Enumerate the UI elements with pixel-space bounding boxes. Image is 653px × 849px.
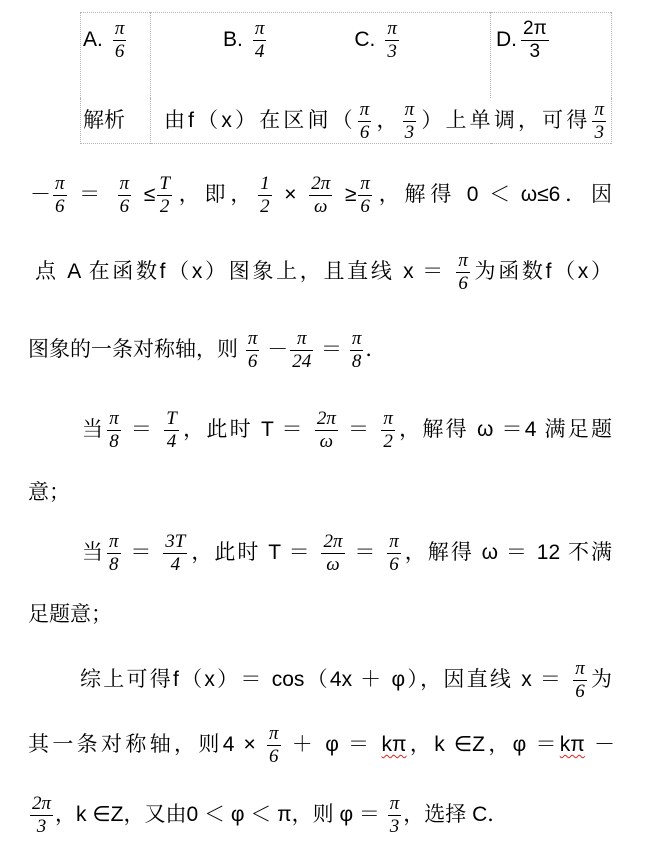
fraction-numerator: π (594, 98, 605, 120)
fraction-numerator: 2π (323, 530, 343, 552)
analysis-text (164, 98, 608, 143)
fraction-denominator: 8 (107, 430, 121, 452)
option-fraction (385, 19, 399, 62)
text-run: ． (365, 338, 387, 361)
fraction-denominator: 6 (358, 195, 372, 217)
solution-line-3 (28, 325, 608, 375)
solution-line-2 (35, 247, 612, 297)
option-d-cell (491, 13, 612, 99)
option-label: C. (354, 28, 376, 51)
spellcheck-flagged-text: kπ (559, 733, 585, 756)
fraction (358, 100, 372, 143)
option-label: B. (223, 28, 243, 51)
text-run: ＝ (122, 418, 163, 441)
text-run: 由f（x）在区间（ (164, 109, 356, 132)
options-table (80, 12, 612, 144)
fraction-denominator: 4 (164, 430, 179, 452)
fraction-numerator: π (296, 327, 307, 349)
option-c (354, 15, 401, 65)
fraction (321, 532, 344, 575)
option-bc-cell (151, 13, 491, 99)
text-run: 为 (588, 668, 612, 691)
solution-line-5 (28, 468, 608, 518)
fraction-numerator: T (159, 172, 170, 194)
fraction (258, 174, 272, 217)
fraction-denominator: 3 (385, 40, 399, 62)
fraction (290, 329, 313, 372)
fraction-denominator: 6 (246, 350, 260, 372)
fraction-numerator: π (55, 172, 65, 194)
text-run: ＝ (122, 541, 162, 564)
fraction-numerator: 3T (165, 530, 186, 552)
text-run: ，k ∈Z，φ ＝ (406, 733, 560, 756)
fraction-numerator: π (351, 327, 362, 349)
text-run: ，即， (173, 183, 257, 206)
fraction-denominator: 24 (292, 350, 312, 372)
fraction (309, 174, 332, 217)
fraction-denominator: 6 (387, 553, 401, 575)
fraction-numerator: π (114, 17, 125, 39)
option-fraction (113, 19, 127, 62)
fraction-numerator: π (387, 17, 397, 39)
text-run: － (30, 183, 51, 206)
fraction-numerator: π (109, 407, 119, 429)
fraction-numerator: π (458, 249, 468, 271)
text-run: ＝ (346, 541, 386, 564)
fraction (456, 251, 470, 294)
fraction-denominator: 3 (388, 815, 402, 837)
solution-line-7 (28, 590, 608, 640)
text-run: ，选择 C． (403, 803, 509, 826)
solution-line-6 (82, 528, 612, 578)
text-run: ＝ (315, 338, 348, 361)
text-run: ，此时 T ＝ (189, 541, 320, 564)
option-b (223, 15, 268, 65)
fraction-numerator: 2π (523, 17, 547, 39)
fraction-numerator: π (119, 172, 130, 194)
option-a (83, 15, 128, 65)
fraction-denominator: 2 (157, 195, 172, 217)
solution-line-1 (30, 170, 612, 220)
fraction-denominator: 6 (53, 195, 67, 217)
fraction-denominator: 6 (113, 40, 127, 62)
fraction-numerator: 2π (311, 172, 331, 194)
fraction-denominator: 6 (358, 121, 372, 143)
analysis-label: 解析 (83, 109, 125, 132)
fraction (573, 659, 587, 702)
fraction-denominator: ω (321, 553, 344, 575)
fraction (246, 329, 260, 372)
fraction-numerator: π (360, 172, 370, 194)
text-run: 综上可得f（x）＝ cos（4x ＋ φ），因直线 x ＝ (80, 668, 572, 691)
option-label: A. (83, 28, 103, 51)
option-fraction (521, 19, 549, 62)
fraction (358, 174, 372, 217)
fraction-numerator: T (166, 407, 177, 429)
text-run: 当 (82, 541, 106, 564)
fraction-denominator: 6 (573, 680, 587, 702)
fraction-denominator: 3 (403, 121, 417, 143)
fraction (350, 329, 364, 372)
fraction (315, 409, 338, 452)
text-run: 为函数f（x） (471, 260, 612, 283)
fraction-denominator: 8 (350, 350, 364, 372)
fraction-numerator: π (404, 98, 415, 120)
fraction (118, 174, 132, 217)
analysis-row (81, 98, 612, 144)
fraction-numerator: π (389, 530, 399, 552)
fraction-denominator: 6 (456, 272, 470, 294)
spellcheck-flagged-text: kπ (381, 733, 407, 756)
fraction-denominator: 3 (30, 815, 53, 837)
analysis-label-cell (81, 98, 151, 144)
option-fraction (253, 19, 267, 62)
text-run: ，解得 ω ＝4 满足题 (396, 418, 613, 441)
text-run: 意； (28, 481, 70, 504)
text-run: 点 A 在函数f（x）图象上，且直线 x ＝ (35, 260, 455, 283)
fraction-numerator: π (359, 98, 370, 120)
fraction-numerator: π (575, 657, 585, 679)
fraction (164, 409, 179, 452)
text-run: ＋ φ ＝ (282, 733, 382, 756)
option-label: D. (496, 28, 517, 51)
fraction (592, 100, 606, 143)
text-run: 当 (82, 418, 106, 441)
fraction (30, 794, 53, 837)
text-run: × (273, 183, 308, 206)
fraction-denominator: 3 (521, 40, 549, 62)
fraction (157, 174, 172, 217)
fraction-denominator: 2 (381, 430, 395, 452)
solution-line-9 (28, 720, 615, 770)
fraction-denominator: 6 (118, 195, 132, 217)
text-run: ，k ∈Z，又由0 ＜ φ ＜ π，则 φ ＝ (55, 803, 386, 826)
text-run: ， (373, 109, 401, 132)
text-run: 足题意； (28, 603, 112, 626)
text-run: ，解得 0 ＜ ω≤6．因 (373, 183, 612, 206)
fraction (381, 409, 395, 452)
analysis-text-cell (151, 98, 612, 144)
text-run: 图象的一条对称轴，则 (28, 338, 244, 361)
option-a-cell (81, 13, 151, 99)
fraction (387, 532, 401, 575)
fraction-denominator: 8 (107, 553, 121, 575)
fraction (107, 532, 121, 575)
fraction (163, 532, 187, 575)
fraction-numerator: π (389, 792, 400, 814)
text-run: ，此时 T ＝ (180, 418, 313, 441)
text-run: － (261, 338, 289, 361)
option-d (496, 15, 551, 65)
fraction-denominator: 4 (163, 553, 187, 575)
text-run: ，解得 ω ＝ 12 不满 (402, 541, 613, 564)
text-run: ）上单调，可得 (418, 109, 591, 132)
options-row (81, 13, 612, 99)
text-run: 其一条对称轴，则4 × (28, 733, 265, 756)
text-run: ≥ (334, 183, 357, 206)
fraction-numerator: 2π (316, 407, 336, 429)
text-run: ＝ (339, 418, 380, 441)
fraction-numerator: π (109, 530, 119, 552)
fraction (107, 409, 121, 452)
fraction (53, 174, 67, 217)
text-run: ＝ (68, 183, 116, 206)
fraction-denominator: 2 (260, 195, 270, 217)
solution-line-8 (80, 655, 612, 705)
fraction-numerator: π (383, 407, 393, 429)
fraction-numerator: π (269, 722, 279, 744)
solution-line-10 (28, 790, 608, 840)
fraction-denominator: 3 (592, 121, 606, 143)
fraction-numerator: π (254, 17, 265, 39)
text-run: － (584, 733, 615, 756)
fraction-denominator: 4 (253, 40, 267, 62)
fraction-denominator: 6 (267, 745, 281, 767)
fraction-numerator: 2π (32, 792, 52, 814)
fraction (388, 794, 402, 837)
fraction (403, 100, 417, 143)
fraction-denominator: ω (315, 430, 338, 452)
solution-line-4 (82, 405, 612, 455)
text-run: ≤ (133, 183, 156, 206)
fraction-numerator: π (247, 327, 258, 349)
fraction (267, 724, 281, 767)
fraction-denominator: ω (309, 195, 332, 217)
fraction-numerator: 1 (260, 172, 270, 194)
